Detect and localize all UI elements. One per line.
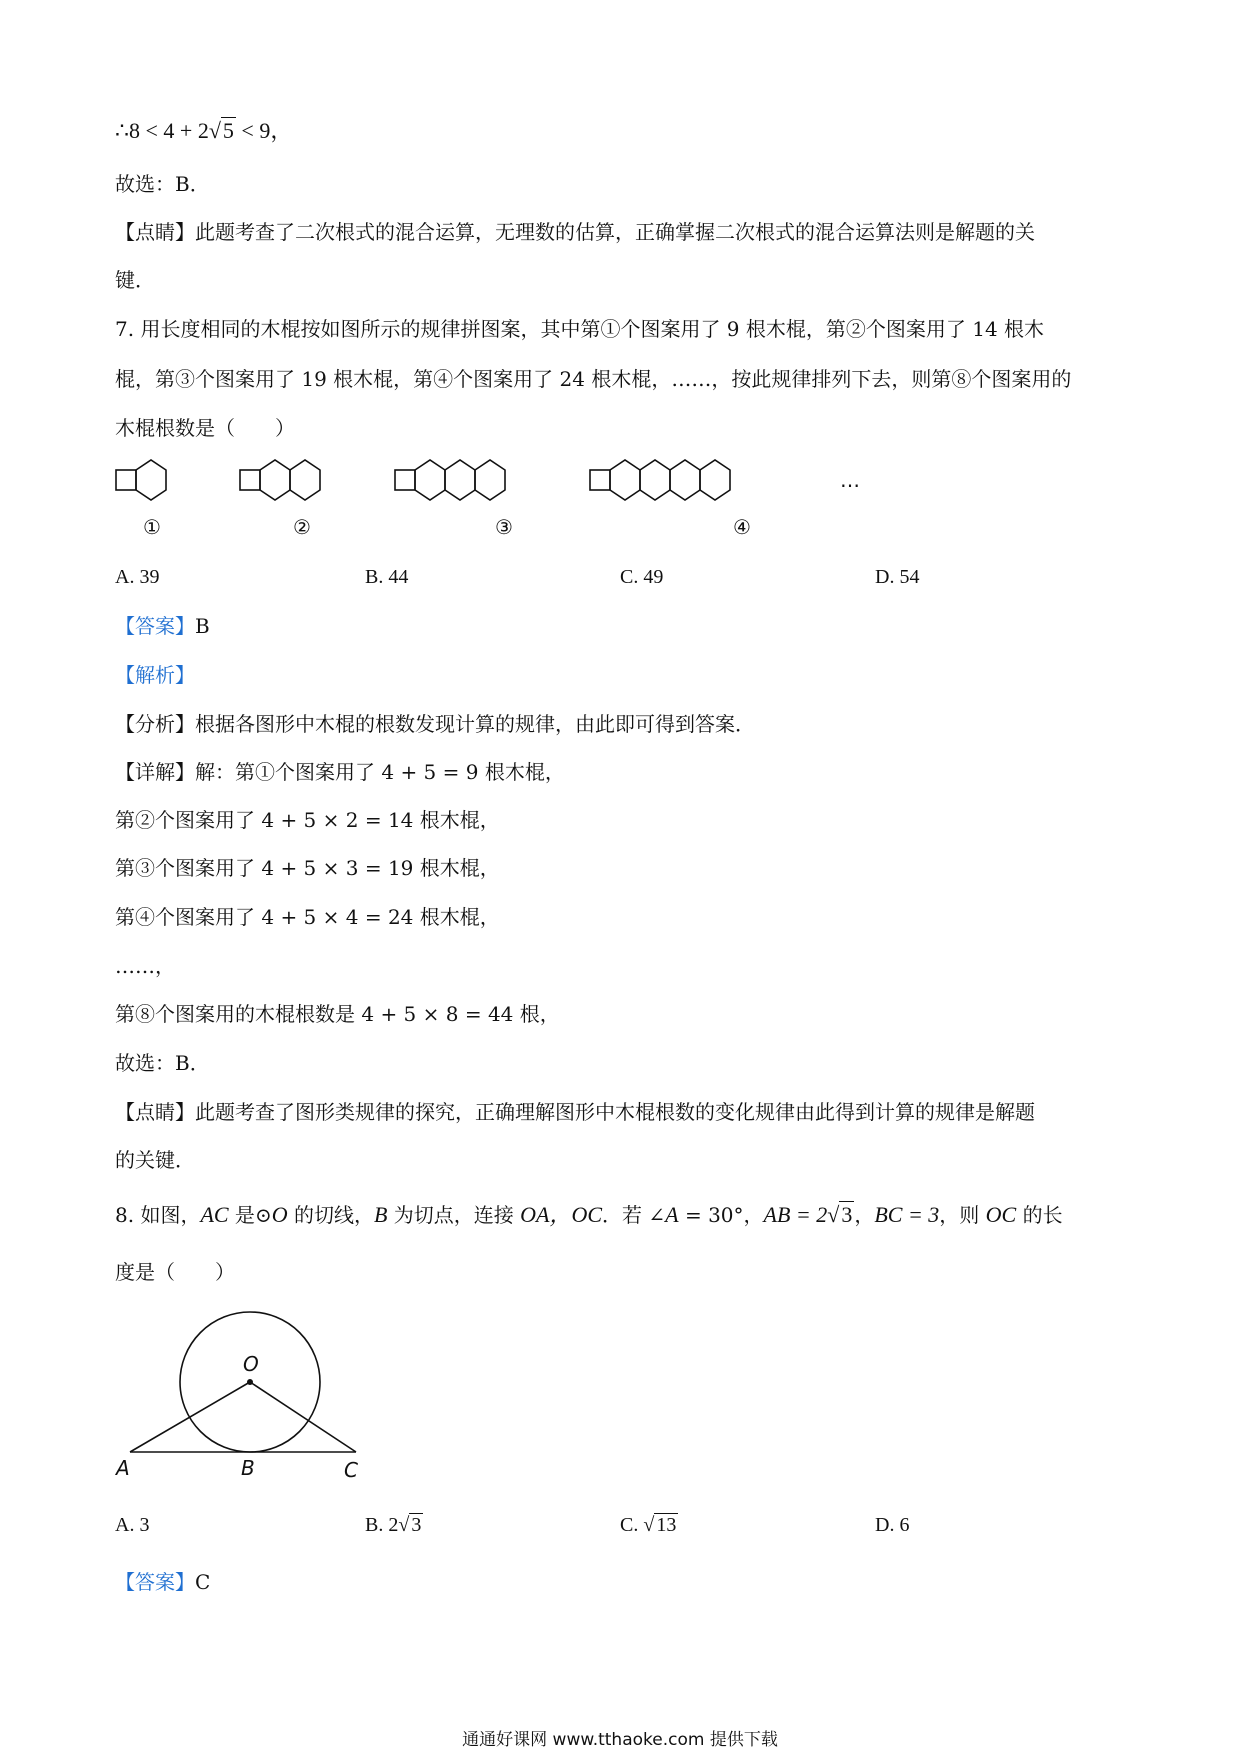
- q7-xiangjie-4: 第④个图案用了 4 + 5 × 4 = 24 根木棍，: [115, 905, 500, 929]
- hexagon: [415, 460, 445, 500]
- pattern-label-2: ②: [293, 515, 311, 539]
- hexagon: [260, 460, 290, 500]
- q7-choose: 故选：B．: [115, 1051, 210, 1075]
- sqrt-5: √5: [208, 118, 234, 143]
- pattern-label-1: ①: [143, 515, 161, 539]
- q7-xiangjie-3: 第③个图案用了 4 + 5 × 3 = 19 根木棍，: [115, 856, 500, 880]
- q8-geometry-figure: [110, 1305, 370, 1485]
- q8-answer: [115, 1567, 210, 1597]
- q7-xiangjie-6: 第⑧个图案用的木棍根数是 4 + 5 × 8 = 44 根，: [115, 1002, 560, 1026]
- square: [116, 470, 136, 490]
- choose-line-1: 故选：B．: [115, 172, 210, 196]
- q7-dianjing: 【点睛】此题考查了图形类规律的探究，正确理解图形中木棍根数的变化规律由此得到计算的规律是解题: [115, 1100, 1035, 1124]
- q7-option-c: C. 49: [620, 566, 664, 588]
- q7-stem-3: 木棍根数是（ ）: [115, 416, 295, 440]
- q7-dianjing-cont: 的关键．: [115, 1148, 195, 1172]
- pattern-4: [590, 460, 730, 500]
- sqrt-3: √3: [827, 1202, 853, 1227]
- q7-xiangjie-1: 【详解】解：第①个图案用了 4 + 5 = 9 根木棍，: [115, 760, 565, 784]
- segment-oc: [250, 1382, 356, 1452]
- q8-option-a: A. 3: [115, 1514, 150, 1536]
- pattern-label-4: ④: [733, 515, 751, 539]
- therefore-symbol: ∴: [115, 118, 129, 143]
- ineq-left: 8 < 4 + 2: [129, 118, 209, 143]
- pattern-1: [116, 460, 166, 500]
- pattern-label-3: ③: [495, 515, 513, 539]
- page-footer: 通通好课网 www.tthaoke.com 提供下载: [462, 1730, 778, 1750]
- q7-fenxi: 【分析】根据各图形中木棍的根数发现计算的规律，由此即可得到答案．: [115, 712, 755, 736]
- square: [590, 470, 610, 490]
- hexagon: [290, 460, 320, 500]
- q7-option-a: A. 39: [115, 566, 160, 588]
- pattern-3: [395, 460, 505, 500]
- ineq-right: < 9: [235, 118, 271, 143]
- answer-value: B: [195, 614, 210, 638]
- answer-tag: 【答案】: [115, 614, 195, 638]
- q8-stem-2: 度是（ ）: [115, 1260, 235, 1284]
- label-a: A: [116, 1456, 130, 1480]
- q7-stem-1: 7. 用长度相同的木棍按如图所示的规律拼图案，其中第①个图案用了 9 根木棍，第②个图案用了 14 根木: [115, 317, 1045, 341]
- q8-option-c: C. √ 13: [620, 1514, 677, 1536]
- q7-analysis-tag: 【解析】: [115, 663, 195, 687]
- dianjing-1-cont: 键．: [115, 268, 155, 292]
- center-point-o: [247, 1379, 253, 1385]
- answer-value-2: C: [195, 1570, 211, 1594]
- hexagon: [670, 460, 700, 500]
- dianjing-tag: 【点睛】: [115, 220, 195, 244]
- segment-oa: [130, 1382, 250, 1452]
- hexagon: [610, 460, 640, 500]
- hexagon: [640, 460, 670, 500]
- q7-option-d: D. 54: [875, 566, 920, 588]
- q7-pattern-shapes: [110, 455, 890, 515]
- inequality-line: ∴8 < 4 + 2√5 < 9，: [115, 116, 292, 146]
- square: [240, 470, 260, 490]
- q7-option-b: B. 44: [365, 566, 409, 588]
- q7-stem-2: 棍，第③个图案用了 19 根木棍，第④个图案用了 24 根木棍，……，按此规律排列下去，则第⑧个图案用的: [115, 367, 1072, 391]
- q7-xiangjie-5: ……，: [115, 954, 175, 978]
- hexagon: [475, 460, 505, 500]
- answer-tag-2: 【答案】: [115, 1570, 195, 1594]
- hexagon: [700, 460, 730, 500]
- q8-stem-1: 8. 如图，AC 是⊙O 的切线，B 为切点，连接 OA，OC．若 ∠A = 30°，AB = 2√3 ，BC = 3，则 OC 的长: [115, 1200, 1063, 1230]
- q7-xiangjie-2: 第②个图案用了 4 + 5 × 2 = 14 根木棍，: [115, 808, 500, 832]
- label-c: C: [344, 1458, 358, 1482]
- q8-option-b: B. 2√ 3: [365, 1514, 422, 1536]
- label-o: O: [243, 1352, 259, 1376]
- label-b: B: [241, 1456, 255, 1480]
- dianjing-1: 【点睛】此题考查了二次根式的混合运算，无理数的估算，正确掌握二次根式的混合运算法则是解题的关: [115, 220, 1035, 244]
- pattern-ellipsis: …: [840, 468, 860, 492]
- hexagon: [136, 460, 166, 500]
- q7-answer: [115, 611, 210, 641]
- square: [395, 470, 415, 490]
- circle-symbol: ⊙: [254, 1203, 272, 1227]
- hexagon: [445, 460, 475, 500]
- q8-option-d: D. 6: [875, 1514, 910, 1536]
- pattern-2: [240, 460, 320, 500]
